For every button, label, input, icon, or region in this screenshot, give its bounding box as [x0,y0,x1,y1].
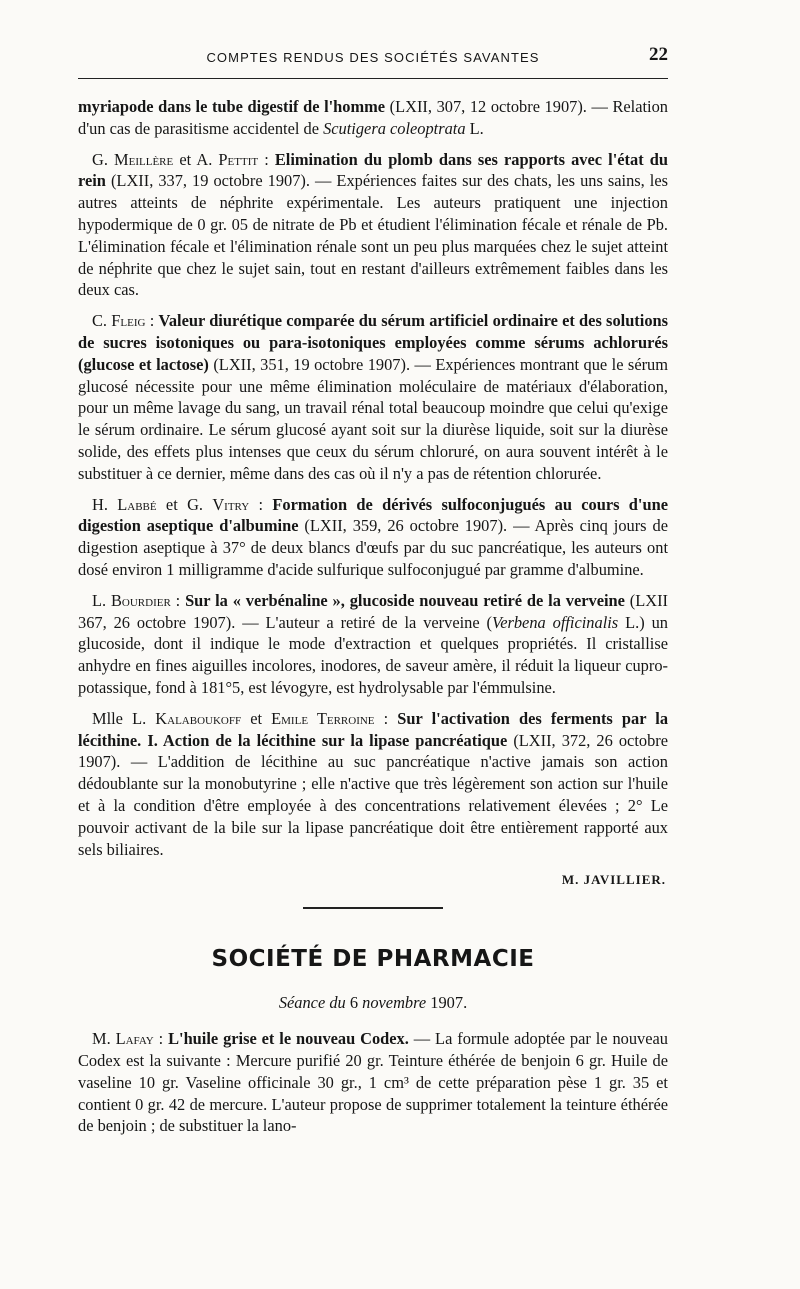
author-name: Fleig [111,311,146,331]
author-connector: et A. [173,149,219,169]
author-title: Mlle [92,708,123,728]
abstract-paragraph-5 [78,590,668,699]
abstract-title: Sur l'activation des ferments par la lécithine. I. Action de la lécithine sur la lipase pancréatique [78,708,669,750]
abstract-paragraph-6 [78,708,668,861]
page-number: 22 [649,44,668,65]
abstract-text: (LXII 367, 26 octobre 1907). — L'auteur a retiré de la verveine ( [78,590,669,632]
page-header [78,44,668,79]
abstract-text: L.) un glucoside, dont il indique le mode d'extraction et quelques propriétés. Il cristallise anhydre en fines aiguilles incolores, inodores, de saveur amère, il réduit la liqueur cupro-potassique, fond à 181°5, est lévogyre, est hydrolysable par l'émmulsine. [78,612,668,697]
separator: : [153,1029,169,1049]
abstract-text: (LXII, 359, 26 octobre 1907). — Après cinq jours de digestion aseptique à 37° de deux blancs d'œufs par du suc pancréatique, les auteurs ont dosé environ 1 milligramme d'acide sulfurique sulfoconjugué par gramme d'albumine. [78,516,668,579]
abstract-text: (LXII, 372, 26 octobre 1907). — L'addition de lécithine au suc pancréatique n'active jamais son action dédoublante sur la monobutyrine ; elle n'active que très légèrement son action sur l'huile et à la condition d'être employée à des concentrations relativement élevées ; 2° Le pouvoir activant de la bile sur la lipase pancréatique doit être entièrement rapporté aux sels biliaires. [78,730,669,859]
author-initial: L. [92,590,111,610]
separator: : [258,149,275,169]
section-divider [303,907,443,909]
author-name: Lafay [115,1029,154,1049]
abstract-title: L'huile grise et le nouveau Codex. [168,1029,409,1049]
session-year: 1907. [430,993,468,1013]
abstract-title: Sur la « verbénaline », glucoside nouveau retiré de la verveine [185,590,625,610]
session-label: Séance du [278,993,346,1013]
author-connector: et G. [156,494,213,514]
abstract-paragraph-3 [78,310,668,484]
species-name: Scutigera coleoptrata [323,118,466,138]
author-initial: M. [92,1029,116,1049]
author-name: Kalaboukoff [155,708,242,728]
abstract-text: (LXII, 337, 19 octobre 1907). — Expériences faites sur des chats, les uns sains, les autres atteints de néphrite expérimentale. Les auteurs pratiquent une injection hypodermique de 0 gr. 05 de nitrate de Pb et étudient l'élimination fécale et rénale de Pb. L'élimination fécale et l'élimination rénale sont un peu plus marquées chez le sujet atteint de néphrite que chez le sujet sain, tout en restant d'ailleurs extrêmement faibles dans les deux cas. [78,171,668,300]
abstract-title: Elimination du plomb dans ses rapports avec l'état du rein [78,149,668,191]
abstract-title: Valeur diurétique comparée du sérum artificiel ordinaire et des solutions de sucres isotoniques ou para-isotoniques employées comme sérums achlorurés (glucose et lactose) [78,311,669,374]
author-name: Emile Terroine [271,708,375,728]
abstract-text: (LXII, 351, 19 octobre 1907). — Expériences montrant que le sérum glucosé nécessite pour une même élimination moléculaire de matériaux d'élaboration, pour un même lavage du sang, un travail rénal total beaucoup moindre que celui qu'exige le sérum ordinaire. Le sérum glucosé ayant soit sur la diurèse liquide, soit sur la diurèse solide, des effets plus intenses que ceux du sérum chloruré, on aura souvent intérêt à le substituer à ce dernier, même dans des cas où il n'y a pas de rétention chlorurée. [78,354,668,483]
abstract-title: Formation de dérivés sulfoconjugués au cours d'une digestion aseptique d'albumine [78,494,668,536]
author-name: Pettit [218,149,259,169]
abstract-reference: (LXII, 307, 12 octobre 1907). — Relation d'un cas de parasitisme accidentel de [78,97,668,138]
author-initial: C. [92,311,112,331]
abstract-text: — La formule adoptée par le nouveau Codex est la suivante : Mercure purifié 20 gr. Teinture éthérée de benjoin 6 gr. Huile de vaseline 10 gr. Vaseline officinale 30 gr., 1 cm³ de cette préparation pèse 1 gr. 35 et contient 0 gr. 42 de mercure. L'auteur propose de supprimer totalement la teinture éthérée de benjoin ; de substituer la lano- [78,1029,668,1136]
abstract-paragraph-2 [78,149,668,302]
author-name: Bourdier [110,590,171,610]
author-name: Vitry [212,494,250,514]
author-name: Meillère [114,149,174,169]
abstract-paragraph-1 [78,96,668,140]
session-day: 6 [349,993,359,1013]
abstract-title: myriapode dans le tube digestif de l'homme [78,97,386,116]
author-initial: H. [92,494,118,514]
separator: : [249,494,273,514]
abstract-text: L. [465,118,484,138]
abstract-paragraph-4 [78,494,668,581]
section-title: SOCIÉTÉ DE PHARMACIE [211,945,535,972]
running-head: COMPTES RENDUS DES SOCIÉTÉS SAVANTES [206,50,540,65]
signature: M. JAVILLIER. [561,872,666,888]
author-initial: G. [92,149,115,169]
separator: : [170,590,186,610]
species-name: Verbena officinalis [492,612,619,632]
author-connector: et [241,708,272,728]
session-month: novembre [362,993,427,1013]
author-name: Labbé [117,494,157,514]
article-body [78,96,668,1146]
separator: : [374,708,398,728]
abstract-paragraph-7 [78,1028,668,1137]
author-initial: L. [122,708,156,728]
session-date [78,992,668,1014]
separator: : [145,311,159,331]
